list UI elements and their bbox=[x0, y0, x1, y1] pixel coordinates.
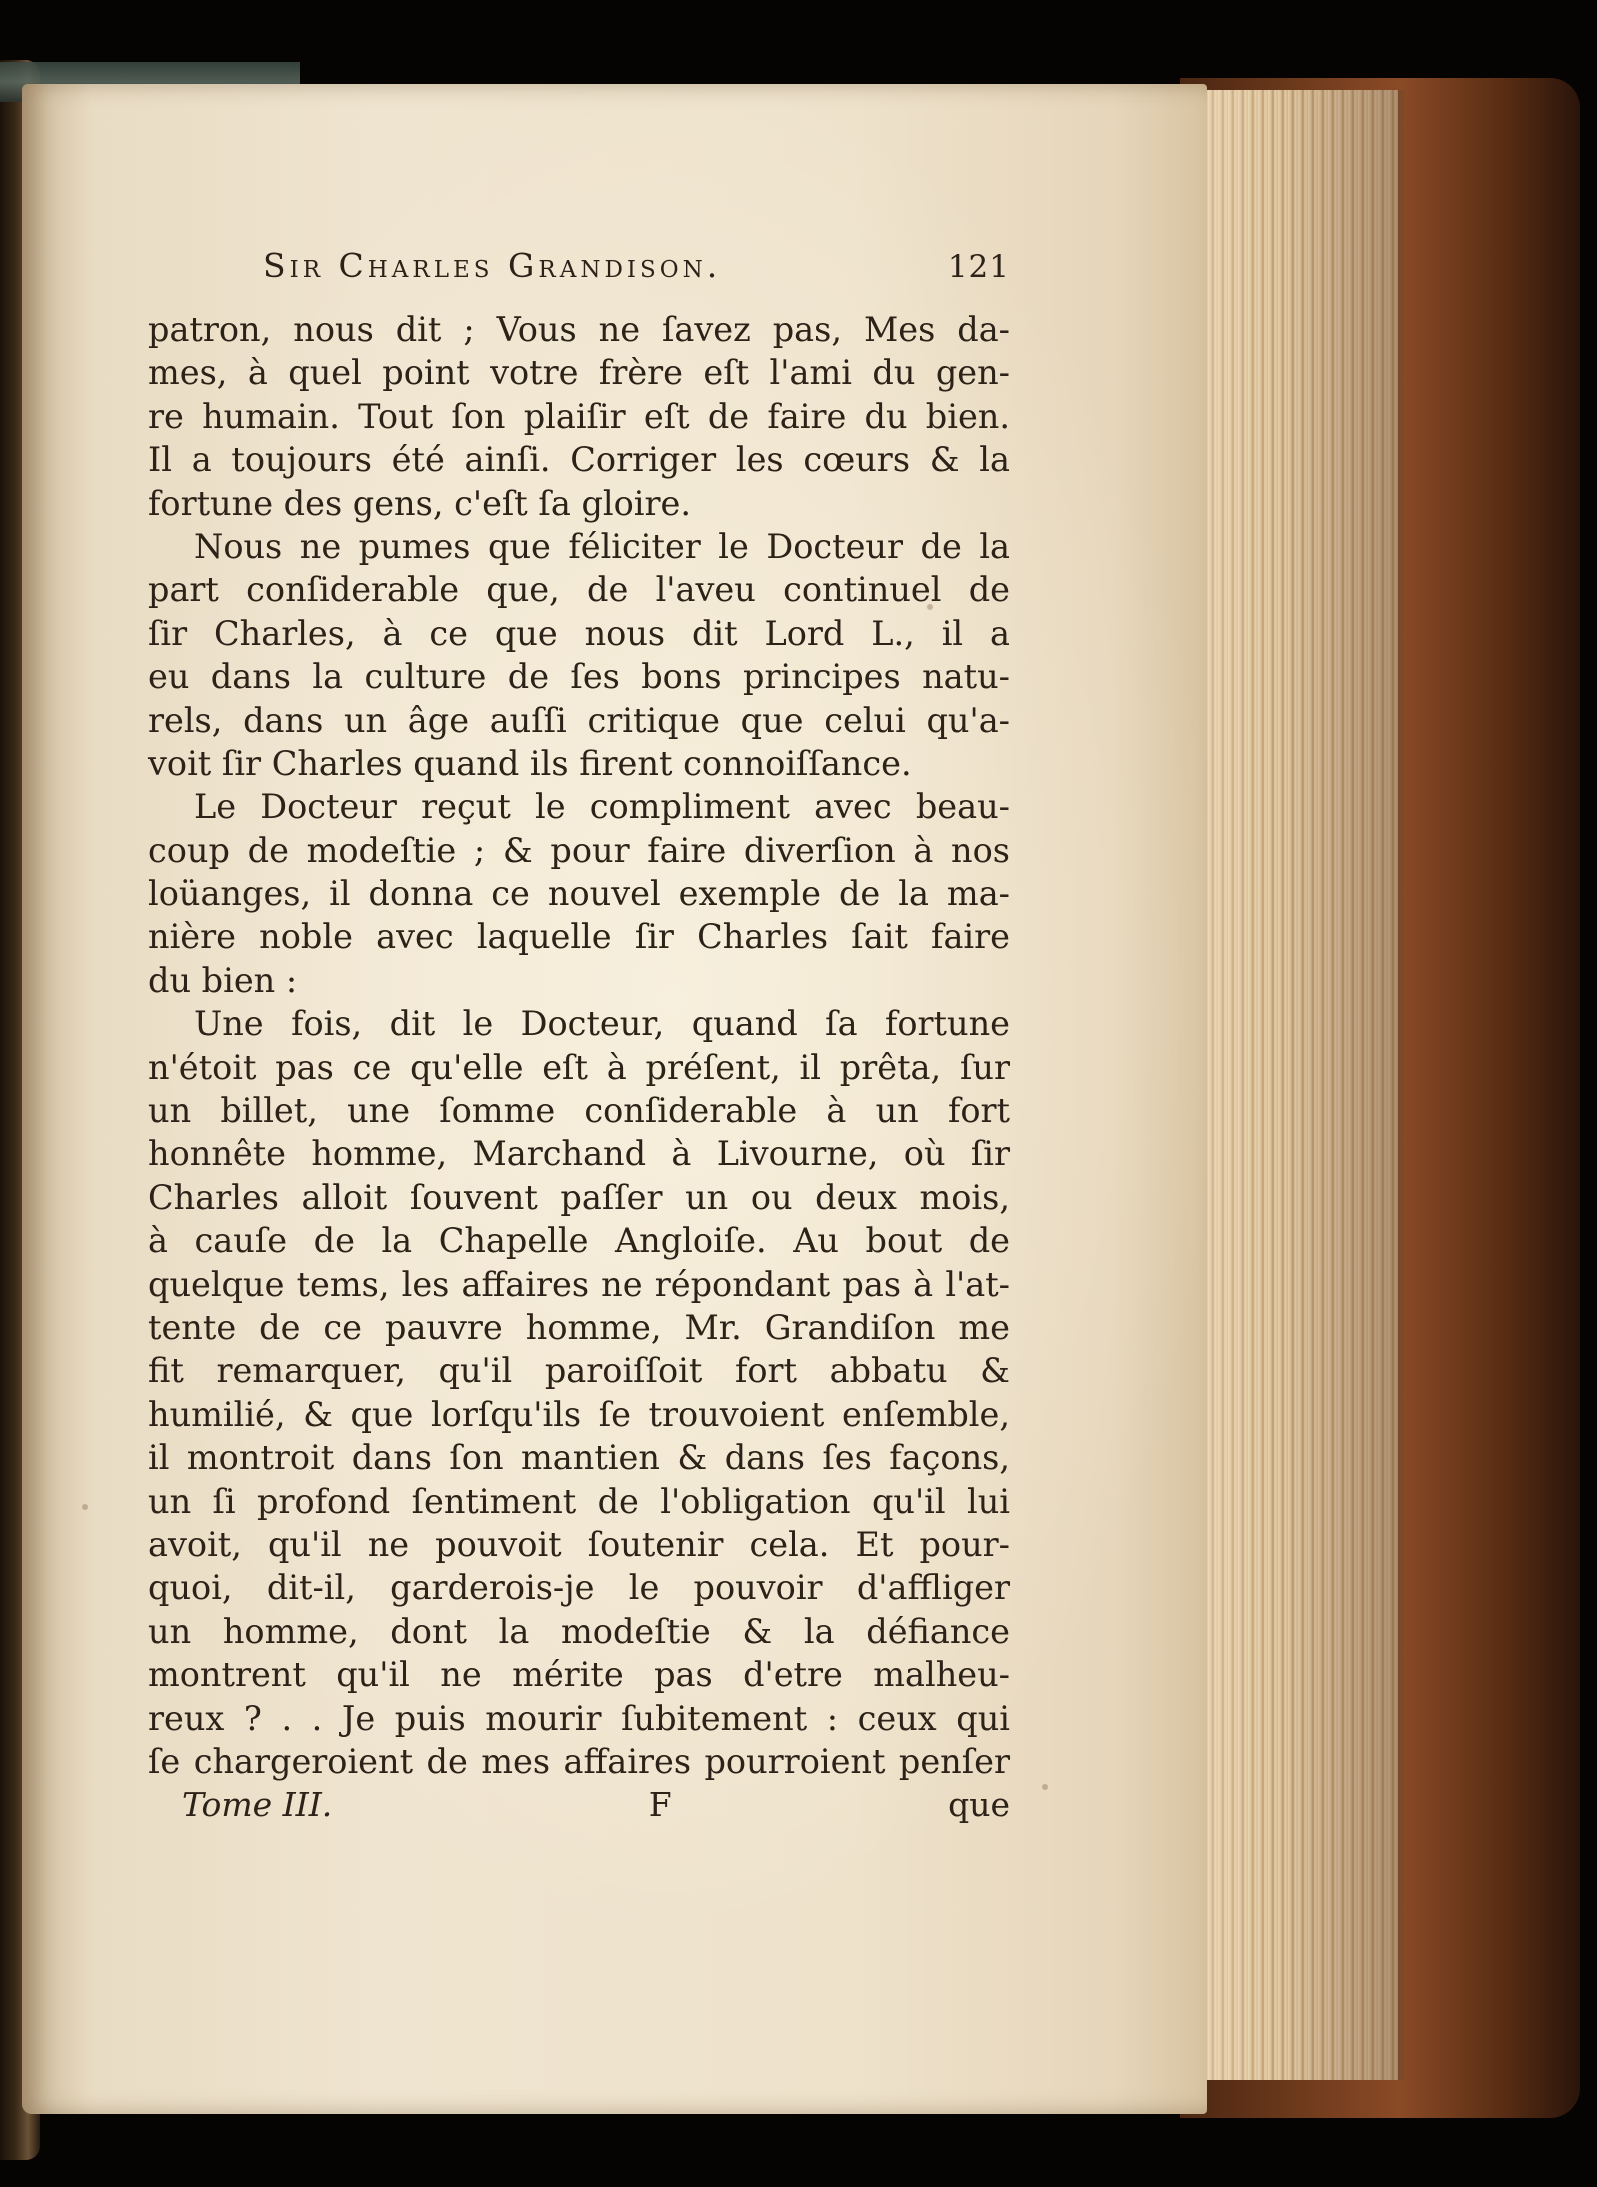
text-line: un billet, une ſomme conſiderable à un fort bbox=[148, 1091, 1010, 1131]
running-head-title: Sir Charles Grandison. bbox=[263, 246, 722, 285]
text-line: Il a toujours été ainſi. Corriger les cœurs & la bbox=[148, 440, 1010, 480]
page-footer bbox=[148, 1785, 1010, 1831]
book-page bbox=[22, 84, 1207, 2114]
text-line: loüanges, il donna ce nouvel exemple de la ma- bbox=[148, 874, 1010, 914]
text-line: humilié, & que lorſqu'ils ſe trouvoient enſemble, bbox=[148, 1394, 1010, 1434]
running-head bbox=[148, 246, 1010, 304]
text-line: rels, dans un âge auſſi critique que celui qu'a- bbox=[148, 700, 1010, 740]
text-line: quoi, dit-il, garderois-je le pouvoir d'affliger bbox=[148, 1568, 1010, 1608]
catchword: que bbox=[948, 1785, 1010, 1825]
text-line: nière noble avec laquelle ſir Charles ſait faire bbox=[148, 917, 1010, 957]
paper-speck bbox=[82, 1504, 88, 1510]
text-line: avoit, qu'il ne pouvoit ſoutenir cela. Et pour- bbox=[148, 1524, 1010, 1564]
text-line: à cauſe de la Chapelle Angloiſe. Au bout de bbox=[148, 1221, 1010, 1261]
text-line: Nous ne pumes que féliciter le Docteur de la bbox=[194, 526, 1010, 566]
text-line: il montroit dans ſon mantien & dans ſes façons, bbox=[148, 1438, 1010, 1478]
text-line: tente de ce pauvre homme, Mr. Grandiſon me bbox=[148, 1307, 1010, 1347]
text-line: mes, à quel point votre frère eſt l'ami du gen- bbox=[148, 353, 1010, 393]
text-line: ſir Charles, à ce que nous dit Lord L., il a bbox=[148, 613, 1010, 653]
text-line: coup de modeſtie ; & pour faire diverſion à nos bbox=[148, 830, 1010, 870]
text-line: Le Docteur reçut le compliment avec beau- bbox=[194, 787, 1010, 827]
text-line: fortune des gens, c'eſt ſa gloire. bbox=[148, 483, 691, 523]
text-line: Charles alloit ſouvent paſſer un ou deux mois, bbox=[148, 1177, 1010, 1217]
text-block bbox=[148, 246, 1010, 1831]
text-line: re humain. Tout ſon plaiſir eſt de faire du bien. bbox=[148, 396, 1010, 436]
text-line: un ſi profond ſentiment de l'obligation qu'il lui bbox=[148, 1481, 1010, 1521]
text-line: patron, nous dit ; Vous ne ſavez pas, Mes da- bbox=[148, 310, 1010, 349]
text-line: fit remarquer, qu'il paroiſſoit fort abbatu & bbox=[148, 1351, 1010, 1391]
page-number: 121 bbox=[947, 249, 1010, 285]
text-line: reux ? . . Je puis mourir ſubitement : ceux qui bbox=[148, 1698, 1010, 1738]
text-line: voit ſir Charles quand ils firent connoiſſance. bbox=[148, 743, 912, 783]
body-text bbox=[148, 308, 1010, 1783]
text-line: Une fois, dit le Docteur, quand ſa fortune bbox=[194, 1004, 1010, 1044]
text-line: honnête homme, Marchand à Livourne, où ſir bbox=[148, 1134, 1010, 1174]
volume-label: Tome III. bbox=[182, 1785, 333, 1825]
text-line: un homme, dont la modeſtie & la défiance bbox=[148, 1611, 1010, 1651]
text-line: part conſiderable que, de l'aveu continuel de bbox=[148, 570, 1010, 610]
paper-speck bbox=[1042, 1784, 1048, 1790]
text-line: n'étoit pas ce qu'elle eſt à préſent, il prêta, ſur bbox=[148, 1047, 1010, 1087]
text-line: quelque tems, les affaires ne répondant pas à l'at- bbox=[148, 1264, 1010, 1304]
text-line: ſe chargeroient de mes affaires pourroient penſer bbox=[148, 1741, 1010, 1781]
signature-mark: F bbox=[648, 1785, 672, 1825]
text-line: eu dans la culture de ſes bons principes natu- bbox=[148, 657, 1010, 697]
fore-edge-shading bbox=[1198, 90, 1398, 2080]
text-line: du bien : bbox=[148, 960, 298, 1000]
text-line: montrent qu'il ne mérite pas d'etre malheu- bbox=[148, 1655, 1010, 1695]
